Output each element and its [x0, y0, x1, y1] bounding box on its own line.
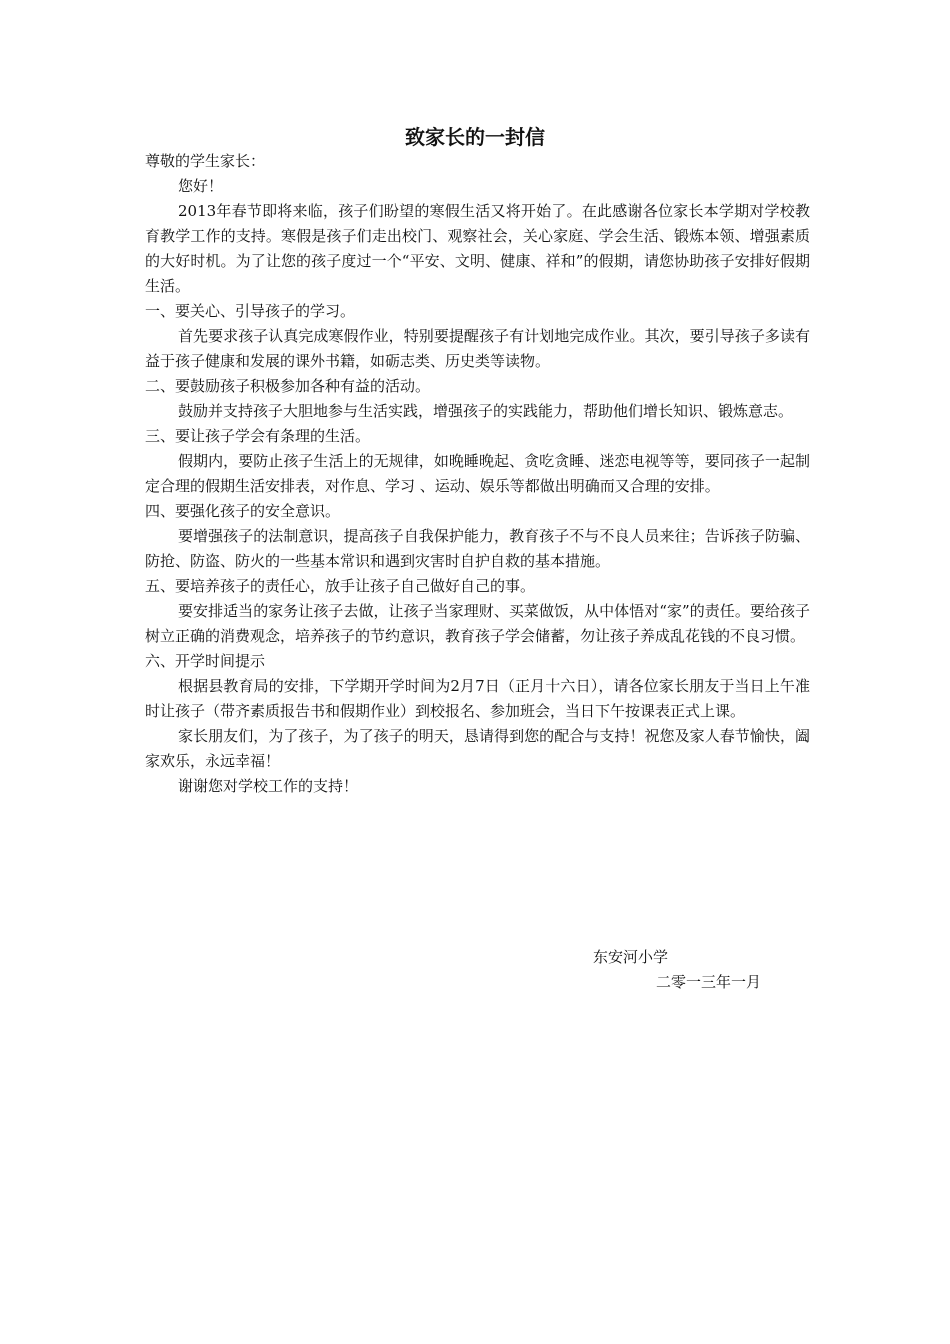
letter-title: 致家长的一封信	[405, 125, 545, 149]
school-signature: 东安河小学	[593, 948, 669, 966]
salutation: 尊敬的学生家长：	[145, 152, 266, 170]
section-heading: 六、开学时间提示	[145, 652, 266, 670]
section-paragraph: 鼓励并支持孩子大胆地参与生活实践，增强孩子的实践能力，帮助他们增长知识、锻炼意志。	[178, 402, 794, 420]
section-heading: 四、要强化孩子的安全意识。	[145, 502, 341, 520]
greeting: 您好！	[178, 177, 224, 195]
section-heading: 五、要培养孩子的责任心，放手让孩子自己做好自己的事。	[145, 577, 536, 595]
section-heading: 二、要鼓励孩子积极参加各种有益的活动。	[145, 377, 431, 395]
section-heading: 一、要关心、引导孩子的学习。	[145, 302, 356, 320]
thanks-line: 谢谢您对学校工作的支持！	[178, 777, 359, 795]
section-paragraph: 首先要求孩子认真完成寒假作业，特别要提醒孩子有计划地完成作业。其次，要引导孩子多读有益于孩子健康和发展的课外书籍，如砺志类、历史类等读物。	[145, 327, 810, 370]
section-paragraph: 要安排适当的家务让孩子去做，让孩子当家理财、买菜做饭，从中体悟对“家”的责任。要给孩子树立正确的消费观念，培养孩子的节约意识，教育孩子学会储蓄，勿让孩子养成乱花钱的不良习惯。	[145, 602, 810, 645]
section-paragraph: 要增强孩子的法制意识，提高孩子自我保护能力，教育孩子不与不良人员来往；告诉孩子防骗、防抢、防盗、防火的一些基本常识和遇到灾害时自护自救的基本措施。	[145, 527, 810, 570]
section-heading: 三、要让孩子学会有条理的生活。	[145, 427, 371, 445]
intro-paragraph: 2013年春节即将来临，孩子们盼望的寒假生活又将开始了。在此感谢各位家长本学期对学校教育教学工作的支持。寒假是孩子们走出校门、观察社会，关心家庭、学会生活、锻炼本领、增强素质的大好时机。为了让您的孩子度过一个“平安、文明、健康、祥和”的假期，请您协助孩子安排好假期生活。	[145, 202, 810, 295]
closing-paragraph: 家长朋友们，为了孩子，为了孩子的明天，恳请得到您的配合与支持！祝您及家人春节愉快，阖家欢乐，永远幸福！	[145, 727, 810, 770]
section-paragraph: 根据县教育局的安排，下学期开学时间为2月7日（正月十六日），请各位家长朋友于当日上午准时让孩子（带齐素质报告书和假期作业）到校报名、参加班会，当日下午按课表正式上课。	[145, 677, 810, 720]
section-paragraph: 假期内，要防止孩子生活上的无规律，如晚睡晚起、贪吃贪睡、迷恋电视等等，要同孩子一起制定合理的假期生活安排表，对作息、学习 、运动、娱乐等都做出明确而又合理的安排。	[145, 452, 810, 495]
letter-date: 二零一三年一月	[656, 973, 762, 991]
letter-body	[145, 149, 810, 799]
